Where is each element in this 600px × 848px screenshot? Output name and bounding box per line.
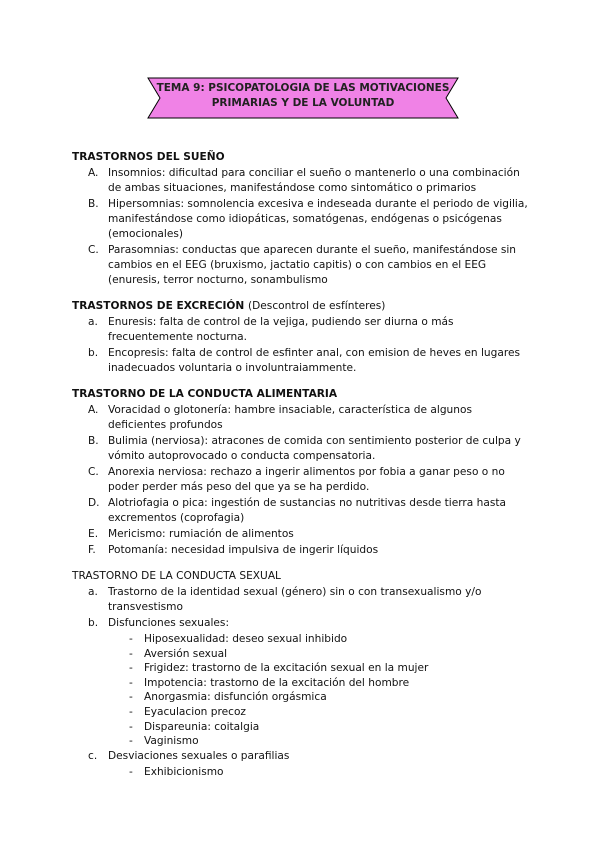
sub-list-item [72,632,532,647]
list-item-text: Hipersomnias: somnolencia excesiva e indeseada durante el periodo de vigilia, manifestándose como idiopáticas, somatógenas, endógenas o psicógenas (emocionales) [108,198,528,240]
section-heading: TRASTORNOS DEL SUEÑO [72,151,225,163]
section-sleep [72,150,532,288]
dash-bullet: - [129,662,133,675]
list-marker: a. [88,316,98,328]
list-marker: D. [88,497,100,509]
section-sexual [72,569,532,779]
section-list [72,585,532,779]
list-item [72,465,532,495]
document-body [72,150,532,790]
list-item-text: Anorexia nerviosa: rechazo a ingerir alimentos por fobia a ganar peso o no poder perder más peso del que ya se ha perdido. [108,466,505,493]
sub-list-item-text: Eyaculacion precoz [144,705,246,718]
list-item-text: Desviaciones sexuales o parafilias [108,749,290,762]
sub-list-item-text: Aversión sexual [144,647,228,660]
list-item [72,585,532,615]
list-item [72,315,532,345]
dash-bullet: - [129,676,133,689]
list-item-text: Potomanía: necesidad impulsiva de ingerir líquidos [108,544,379,556]
dash-bullet: - [129,765,133,778]
sub-list-item-text: Anorgasmia: disfunción orgásmica [144,691,327,704]
list-marker: C. [88,244,99,256]
list-item-text: Mericismo: rumiación de alimentos [108,528,294,540]
sub-list-item-text: Frigidez: trastorno de la excitación sexual en la mujer [144,662,429,675]
section-heading-text: TRASTORNOS DE EXCRECIÓN [72,300,245,312]
section-heading: TRASTORNO DE LA CONDUCTA SEXUAL [72,570,281,582]
sub-list-item-text: Dispareunia: coitalgia [144,720,260,733]
sub-list-item [72,676,532,691]
section-heading [72,299,532,314]
sub-list-item-text: Impotencia: trastorno de la excitación del hombre [144,676,410,689]
list-item [72,434,532,464]
list-item-text: Disfunciones sexuales: [108,617,230,629]
dash-bullet: - [129,647,133,660]
list-item-text: Bulimia (nerviosa): atracones de comida con sentimiento posterior de culpa y vómito autoprovocado o conducta compensatoria. [108,435,521,462]
list-item-text: Voracidad o glotonería: hambre insaciable, característica de algunos deficientes profundos [108,404,472,431]
list-marker: C. [88,466,99,478]
list-item [72,616,532,631]
list-marker: A. [88,404,99,416]
sub-list-item [72,690,532,705]
sub-list-item [72,705,532,720]
list-marker: c. [88,749,98,762]
list-item-text: Insomnios: dificultad para conciliar el sueño o mantenerlo o una combinación de ambas situaciones, manifestándose como sintomático o primarios [108,167,520,194]
sub-list-item-text: Vaginismo [144,735,199,748]
title-banner [140,74,466,122]
section-heading: TRASTORNO DE LA CONDUCTA ALIMENTARIA [72,388,338,400]
dash-bullet: - [129,735,133,748]
dash-bullet: - [129,705,133,718]
sub-list-item [72,734,532,749]
section-eating [72,387,532,558]
list-marker: A. [88,167,99,179]
sub-list-item-text: Hiposexualidad: deseo sexual inhibido [144,633,348,645]
list-marker: a. [88,586,98,598]
list-marker: F. [88,544,96,556]
section-list [72,403,532,558]
list-item-text: Trastorno de la identidad sexual (género) sin o con transexualismo y/o transvestismo [108,586,482,613]
dash-bullet: - [129,633,133,645]
list-item-text: Encopresis: falta de control de esfinter anal, con emision de heves en lugares inadecuados voluntaria o involuntraiammente. [108,347,521,374]
sub-list-item-text: Exhibicionismo [144,765,224,778]
list-item-text: Enuresis: falta de control de la vejiga, pudiendo ser diurna o más frecuentemente nocturna. [108,316,454,343]
list-item [72,166,532,196]
list-item [72,197,532,242]
section-heading-note: (Descontrol de esfínteres) [248,300,386,312]
banner-line-2: PRIMARIAS Y DE LA VOLUNTAD [211,97,395,109]
sub-list-item [72,647,532,662]
sub-list-item [72,720,532,735]
list-item-text: Alotriofagia o pica: ingestión de sustancias no nutritivas desde tierra hasta excrementos (coprofagia) [108,497,507,524]
list-item [72,527,532,542]
list-marker: b. [88,617,99,629]
banner-line-1: TEMA 9: PSICOPATOLOGIA DE LAS MOTIVACIONES [156,82,450,94]
list-marker: b. [88,347,99,359]
section-excretion [72,299,532,376]
list-item [72,403,532,433]
sub-list-item [72,661,532,676]
list-item [72,543,532,558]
list-item [72,496,532,526]
list-marker: B. [88,198,99,210]
section-list [72,315,532,376]
sub-list-item [72,765,532,780]
list-marker: B. [88,435,99,447]
list-item [72,749,532,764]
dash-bullet: - [129,720,133,733]
section-list [72,166,532,288]
list-item [72,346,532,376]
list-item-text: Parasomnias: conductas que aparecen durante el sueño, manifestándose sin cambios en el EEG (bruxismo, jactatio capitis) o con cambios en el EEG (enuresis, terror nocturno, sonambulismo [108,244,517,286]
list-item [72,243,532,288]
dash-bullet: - [129,691,133,704]
list-marker: E. [88,528,99,540]
banner-title [140,81,466,111]
